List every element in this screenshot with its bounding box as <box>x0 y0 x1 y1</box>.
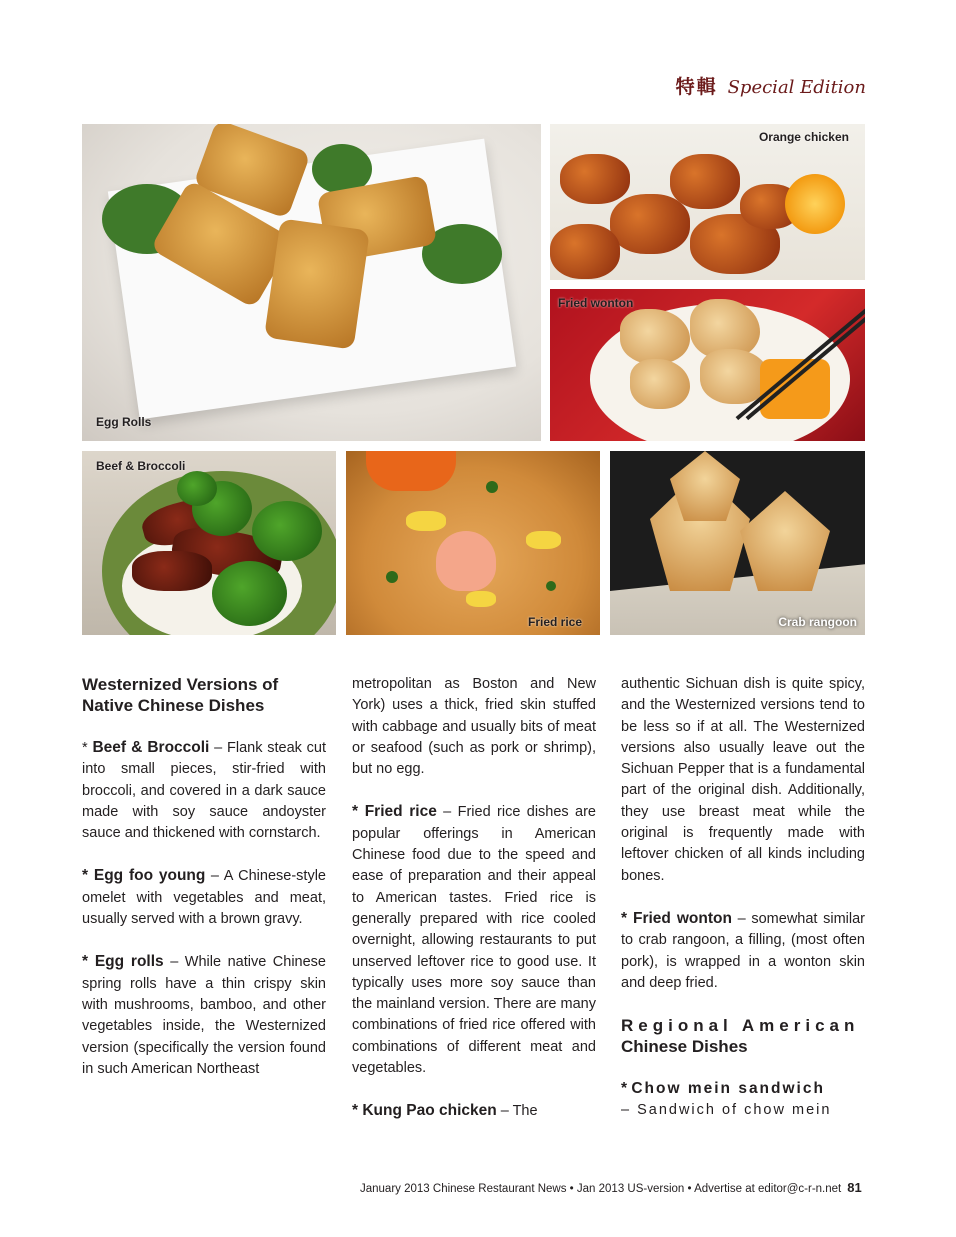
entry-egg-foo-young: * Egg foo young – A Chinese-style omelet with vegetables and meat, usually served with a brown gravy. <box>82 867 326 928</box>
term-egg-rolls: Egg rolls <box>94 953 164 971</box>
entry-chow-mein-tail: – Sandwich of chow mein <box>621 1102 832 1119</box>
caption-beef-broccoli: Beef & Broccoli <box>96 459 186 473</box>
term-fried-wonton: Fried wonton <box>633 909 732 927</box>
egg-rolls-photo <box>82 124 541 441</box>
page-number: 81 <box>847 1180 862 1195</box>
term-kung-pao-chicken: Kung Pao chicken <box>362 1102 497 1120</box>
term-fried-rice: Fried rice <box>364 803 437 821</box>
text-column-1 <box>82 674 326 1101</box>
term-egg-foo-young: Egg foo young <box>93 867 206 885</box>
entry-chow-mein-sandwich: * Chow mein sandwich <box>621 1080 825 1098</box>
term-chow-mein-sandwich: Chow mein sandwich <box>631 1080 825 1098</box>
header-chinese: 特輯 <box>675 76 718 98</box>
term-beef-broccoli: Beef & Broccoli <box>92 739 210 756</box>
text-column-2 <box>352 674 596 1144</box>
section-heading-regional <box>621 1015 865 1057</box>
page-header <box>676 72 866 99</box>
caption-egg-rolls: Egg Rolls <box>96 415 152 429</box>
caption-fried-rice: Fried rice <box>528 615 583 629</box>
page-footer <box>360 1180 862 1195</box>
section-heading-westernized: Westernized Versions of Native Chinese Dishes <box>82 675 279 715</box>
entry-egg-rolls-cont: metropolitan as Boston and New York) uses a thick, fried skin stuffed with cabbage and usually bits of meat or seafood (such as pork or shrimp), but no egg. <box>352 676 596 778</box>
crab-rangoon-photo <box>610 451 865 635</box>
entry-beef-broccoli: * Beef & Broccoli – Flank steak cut into small pieces, stir-fried with broccoli, and covered in a dark sauce made with soy sauce andoyster sauce and thickened with cornstarch. <box>82 739 327 842</box>
header-special-edition: Special Edition <box>727 77 866 98</box>
caption-crab-rangoon: Crab rangoon <box>778 615 857 629</box>
entry-kung-pao-cont: authentic Sichuan dish is quite spicy, and the Westernized versions tend to be less so if at all. The Westernized versions also usually leave out the Sichuan Pepper that is a fundamental part of the original dish. Additionally, they use breast meat while the original is frequently made with leftover chicken of all kinds including bones. <box>621 676 865 884</box>
footer-text: January 2013 Chinese Restaurant News • Jan 2013 US-version • Advertise at editor@c-r-n.net <box>360 1183 842 1195</box>
orange-chicken-photo <box>550 124 865 280</box>
entry-fried-wonton: * Fried wonton – somewhat similar to crab rangoon, a filling, (most often pork), is wrapped in a wonton skin and deep fried. <box>621 909 866 991</box>
beef-broccoli-photo <box>82 451 336 635</box>
caption-fried-wonton: Fried wonton <box>558 296 634 310</box>
entry-fried-rice: * Fried rice – Fried rice dishes are popular offerings in American Chinese food due to the speed and ease of preparation and their appeal to American tastes. Fried rice is generally prepared with rice cooled overnight, allowing restaurants to put unserved leftover rice to good use. It typically uses more soy sauce than the mainland version. There are many combinations of fried rice offered with combinations of different meat and vegetables. <box>352 803 596 1077</box>
entry-kung-pao: * Kung Pao chicken – The <box>352 1102 538 1120</box>
fried-rice-photo <box>346 451 600 635</box>
caption-orange-chicken: Orange chicken <box>758 130 849 144</box>
heading-regional-line1: Regional American <box>621 1016 860 1036</box>
text-column-3 <box>621 674 865 1143</box>
heading-regional-line2: Chinese Dishes <box>621 1037 748 1057</box>
entry-egg-rolls: * Egg rolls – While native Chinese spring rolls have a thin crispy skin with mushrooms, bamboo, and other vegetables inside, the Westernized version (specifically the version found in such American Northeast <box>82 953 326 1077</box>
fried-wonton-photo <box>550 289 865 441</box>
